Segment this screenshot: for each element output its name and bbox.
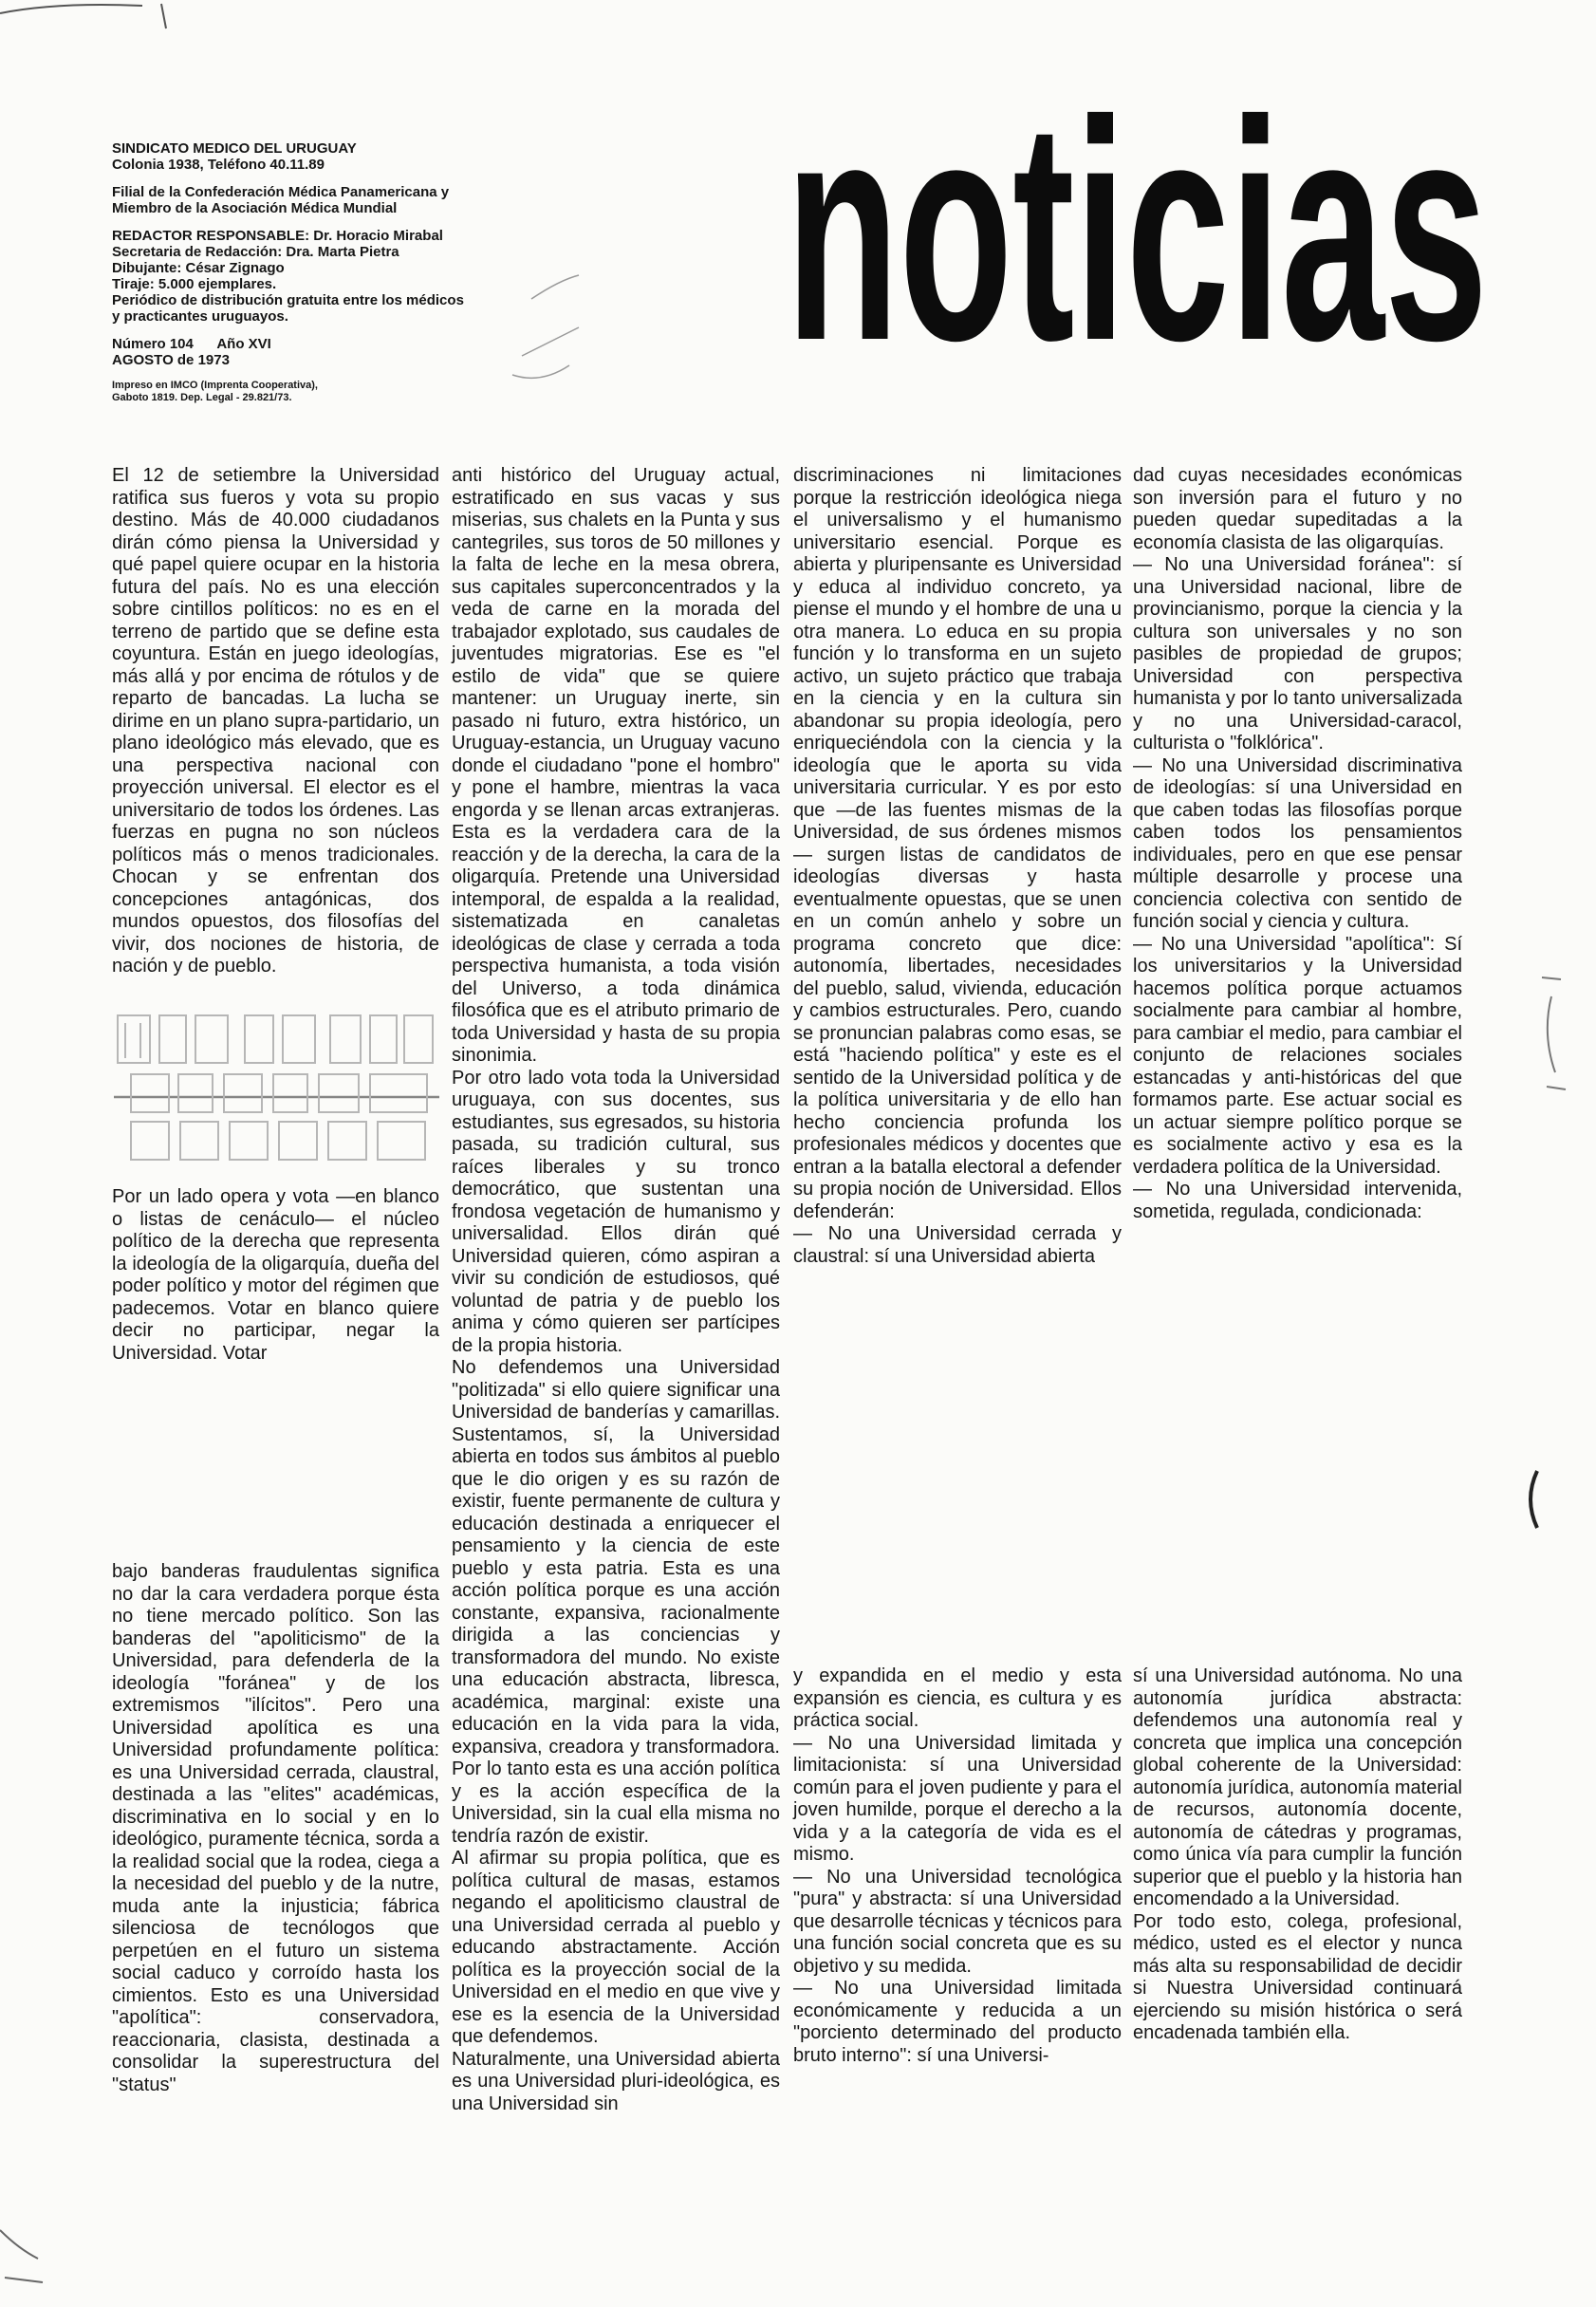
issue-date: AGOSTO de 1973 <box>112 352 230 368</box>
logo-text: noticias <box>786 90 1488 346</box>
staff-line: Periódico de distribución gratuita entre los médicos <box>112 292 464 308</box>
faded-headline-image <box>112 1006 439 1172</box>
paragraph: dad cuyas necesidades económicas son inversión para el futuro y no pueden quedar supeditadas a la economía clasista de las oligarquías. <box>1133 465 1462 553</box>
column-1-top <box>112 465 439 978</box>
paragraph: El 12 de setiembre la Universidad ratifica sus fueros y vota su propio destino. Más de 40.000 ciudadanos dirán cómo piensa la Universidad y qué papel quiere ocupar en la historia futura del país. No es una elección sobre cintillos políticos: no es en el terreno de partido que se define esta coyuntura. Están en juego ideologías, más allá y por encima de rótulos y de reparto de bancadas. La lucha se dirime en un plano supra-partidario, un plano ideológico más elevado, que es una perspectiva nacional con proyección universal. El elector es el universitario de todos los órdenes. Las fuerzas en pugna no son núcleos políticos más o menos tradicionales. Chocan y se enfrentan dos concepciones antagónicas, dos mundos opuestos, dos filosofías del vivir, dos nociones de historia, de nación y de pueblo. <box>112 465 439 977</box>
affiliation-line: Filial de la Confederación Médica Panamericana y <box>112 184 450 200</box>
paragraph: Al afirmar su propia política, que es política cultural de masas, estamos negando el apoliticismo claustral de una Universidad cerrada al pueblo y educando abstractamente. Acción política es la proyección social de la Universidad en el medio en que vive y ese es la esencia de la Universidad que defendemos. <box>452 1848 780 2047</box>
staff-line: Secretaria de Redacción: Dra. Marta Pietra <box>112 244 399 260</box>
paragraph: Por todo esto, colega, profesional, médico, usted es el elector y nunca más alta su responsabilidad de decidir si Nuestra Universidad continuará ejerciendo su misión histórica o será encadenada también ella. <box>1133 1910 1462 2043</box>
scan-artifact-right-margin <box>1523 968 1580 1110</box>
org-address: Colonia 1938, Teléfono 40.11.89 <box>112 157 325 173</box>
scan-artifact-top-left <box>0 0 190 57</box>
affiliation-line: Miembro de la Asociación Médica Mundial <box>112 200 398 216</box>
paragraph: — No una Universidad limitada y limitacionista: sí una Universidad común para el joven pudiente y para el joven humilde, porque el derecho a la vida y a la categoría de vida es el mismo. <box>793 1732 1122 1865</box>
issue-number: Número 104 Año XVI <box>112 336 271 352</box>
paragraph: — No una Universidad tecnológica "pura" y abstracta: sí una Universidad que desarrolle técnicas y técnicos para una función social concreta que es su objetivo y su medida. <box>793 1866 1122 1977</box>
staff-line: Tiraje: 5.000 ejemplares. <box>112 276 277 292</box>
column-1-bottom <box>112 1561 439 2096</box>
paragraph: Por otro lado vota toda la Universidad uruguaya, con sus docentes, sus estudiantes, sus egresados, su historia pasada, su tradición cultural, sus raíces liberales y su tronco democrático, que sustentan una frondosa vegetación de humanismo y universalidad. Ellos dirán qué Universidad quieren, cómo aspiran a vivir su condición de estudiosos, qué voluntad de patria y de pueblo los anima y cómo quieren ser partícipes de la propia historia. <box>452 1067 780 1356</box>
org-name: SINDICATO MEDICO DEL URUGUAY <box>112 140 357 157</box>
scan-artifact-bottom-left <box>0 2221 57 2297</box>
staff-line: y practicantes uruguayos. <box>112 308 288 325</box>
paragraph: — No una Universidad intervenida, sometida, regulada, condicionada: <box>1133 1179 1462 1222</box>
column-4-bottom <box>1133 1665 1462 2045</box>
paragraph: anti histórico del Uruguay actual, estratificado en sus vacas y sus miserias, sus chalets en la Punta y sus cantegriles, sus toros de 50 millones y la falta de leche en la mesa obrera, sus capitales superconcentrados y la veda de carne en la morada del trabajador explotado, sus caudales de juventudes migratorias. Ese es "el estilo de vida" que se quiere mantener: un Uruguay inerte, sin pasado ni futuro, extra histórico, un Uruguay-estancia, un Uruguay vacuno donde el ciudadano "pone el hombro" y pone el hambre, mientras la vaca engorda y se llenan arcas extranjeras. Esta es la verdadera cara de la reacción y de la derecha, la cara de la oligarquía. Pretende una Universidad intemporal, de espalda a la realidad, sistematizada en canaletas ideológicas de clase y cerrada a toda perspectiva humanista, a toda visión del Universo, a toda dinámica filosófica que es el atributo primario de toda Universidad y hasta de su propia sinonimia. <box>452 465 780 1066</box>
paragraph: — No una Universidad cerrada y claustral: sí una Universidad abierta <box>793 1223 1122 1267</box>
paragraph: y expandida en el medio y esta expansión es ciencia, es cultura y es práctica social. <box>793 1665 1122 1731</box>
printer-line: Impreso en IMCO (Imprenta Cooperativa), <box>112 380 318 391</box>
paragraph: No defendemos una Universidad "politizada" si ello quiere significar una Universidad de banderías y camarillas. Sustentamos, sí, la Universidad abierta en todos sus ámbitos al pueblo que le dio origen y es su razón de existir, fuente permanente de cultura y educación destinada a enriquecer el pensamiento y la ciencia de este pueblo y esta patria. Esta es una acción política porque es una acción constante, expansiva, racionalmente dirigida a las conciencias y transformadora del mundo. No existe una educación abstracta, libresca, académica, marginal: existe una educación en la vida para la vida, expansiva, creadora y transformadora. Por lo tanto esta es una acción política y es la acción específica de la Universidad, sin la cual ella misma no tendría razón de existir. <box>452 1357 780 1847</box>
staff-line: Dibujante: César Zignago <box>112 260 285 276</box>
column-2 <box>452 465 780 2115</box>
column-1-middle <box>112 1186 439 1365</box>
printer-line: Gaboto 1819. Dep. Legal - 29.821/73. <box>112 392 292 403</box>
paragraph: bajo banderas fraudulentas significa no dar la cara verdadera porque ésta no tiene mercado político. Son las banderas del "apoliticismo" de la Universidad, para defenderla de la ideología "foránea" y de los extremismos "ilícitos". Pero una Universidad apolítica es una Universidad profundamente política: es una Universidad cerrada, claustral, destinada a las "elites" académicas, discriminativa en lo social y en lo ideológico, puramente técnica, sorda a la realidad social que la rodea, ciega a la necesidad del pueblo y de la nutre, muda ante la injusticia; fábrica silenciosa de tecnólogos que perpetúen en el futuro un sistema social caduco y corroído hasta los cimientos. Esto es una Universidad "apolítica": conservadora, reaccionaria, clasista, destinada a consolidar la superestructura del "status" <box>112 1561 439 2095</box>
staff-line: REDACTOR RESPONSABLE: Dr. Horacio Mirabal <box>112 228 443 244</box>
paragraph: Naturalmente, una Universidad abierta es una Universidad pluri-ideológica, es una Universidad sin <box>452 2048 780 2114</box>
paragraph: Por un lado opera y vota —en blanco o listas de cenáculo— el núcleo político de la derecha que representa la ideología de la oligarquía, dueña del poder político y motor del régimen que padecemos. Votar en blanco quiere decir no participar, negar la Universidad. Votar <box>112 1186 439 1364</box>
paragraph: discriminaciones ni limitaciones porque la restricción ideológica niega el universalismo y el humanismo universitario esencial. Porque es abierta y pluripensante es Universidad y educa al individuo concreto, ya piense el mundo y el hombre de una u otra manera. Lo educa en su propia función y lo transforma en un sujeto activo, un sujeto práctico que trabaja en la ciencia y en la cultura sin abandonar su propia ideología, pero enriqueciéndola con la ciencia y la ideología que le aporta su vida universitaria curricular. Y es por esto que —de las fuentes mismas de la Universidad, de sus órdenes mismos— surgen listas de candidatos de ideologías diversas y hasta eventualmente opuestas, que se unen en un común anhelo y sobre un programa concreto que dice: autonomía, libertades, necesidades del pueblo, salud, vivienda, educación y cambios estructurales. Pero, cuando se pronuncian palabras como esas, se está "haciendo política" y este es el sentido de la Universidad política y de la política universitaria y de ello han hecho conciencia profunda los profesionales médicos y docentes que entran a la batalla electoral a defender su propia noción de Universidad. Ellos defenderán: <box>793 465 1122 1222</box>
scan-artifact-pen-marks <box>493 270 598 403</box>
scan-artifact-bracket <box>1518 1466 1547 1533</box>
column-3-top <box>793 465 1122 1268</box>
paragraph: sí una Universidad autónoma. No una autonomía jurídica abstracta: defendemos una autonomía real y concreta que implica una concepción global coherente de la Universidad: autonomía jurídica, autonomía material de recursos, autonomía docente, autonomía de cátedras y programas, como única vía para cumplir la función superior que el pueblo y la historia han encomendado a la Universidad. <box>1133 1665 1462 1909</box>
paragraph: — No una Universidad foránea": sí una Universidad nacional, libre de provincianismo, porque la ciencia y la cultura son universales y no son pasibles de propiedad de grupos; Universidad con perspectiva humanista y por lo tanto universalizada y no una Universidad-caracol, culturista o "folklórica". <box>1133 554 1462 753</box>
paragraph: — No una Universidad limitada económicamente y reducida a un "porciento determinado del producto bruto interno": sí una Universi- <box>793 1978 1122 2066</box>
column-4-top <box>1133 465 1462 1223</box>
paragraph: — No una Universidad discriminativa de ideologías: sí una Universidad en que caben todas las filosofías porque caben todos los pensamientos individuales, pero en que ese pensar múltiple desarrolle y procese una conciencia colectiva con sentido de función social y ciencia y cultura. <box>1133 754 1462 932</box>
column-3-bottom <box>793 1665 1122 2067</box>
noticias-logo <box>786 90 1488 346</box>
paragraph: — No una Universidad "apolítica": Sí los universitarios y la Universidad hacemos política porque actuamos socialmente para cambiar al hombre, para cambiar el medio, para cambiar el conjunto de relaciones sociales estancadas y anti-históricas del que formamos parte. Ese actuar social es un actuar siempre político porque se es socialmente activo y esa es la verdadera política de la Universidad. <box>1133 933 1462 1178</box>
